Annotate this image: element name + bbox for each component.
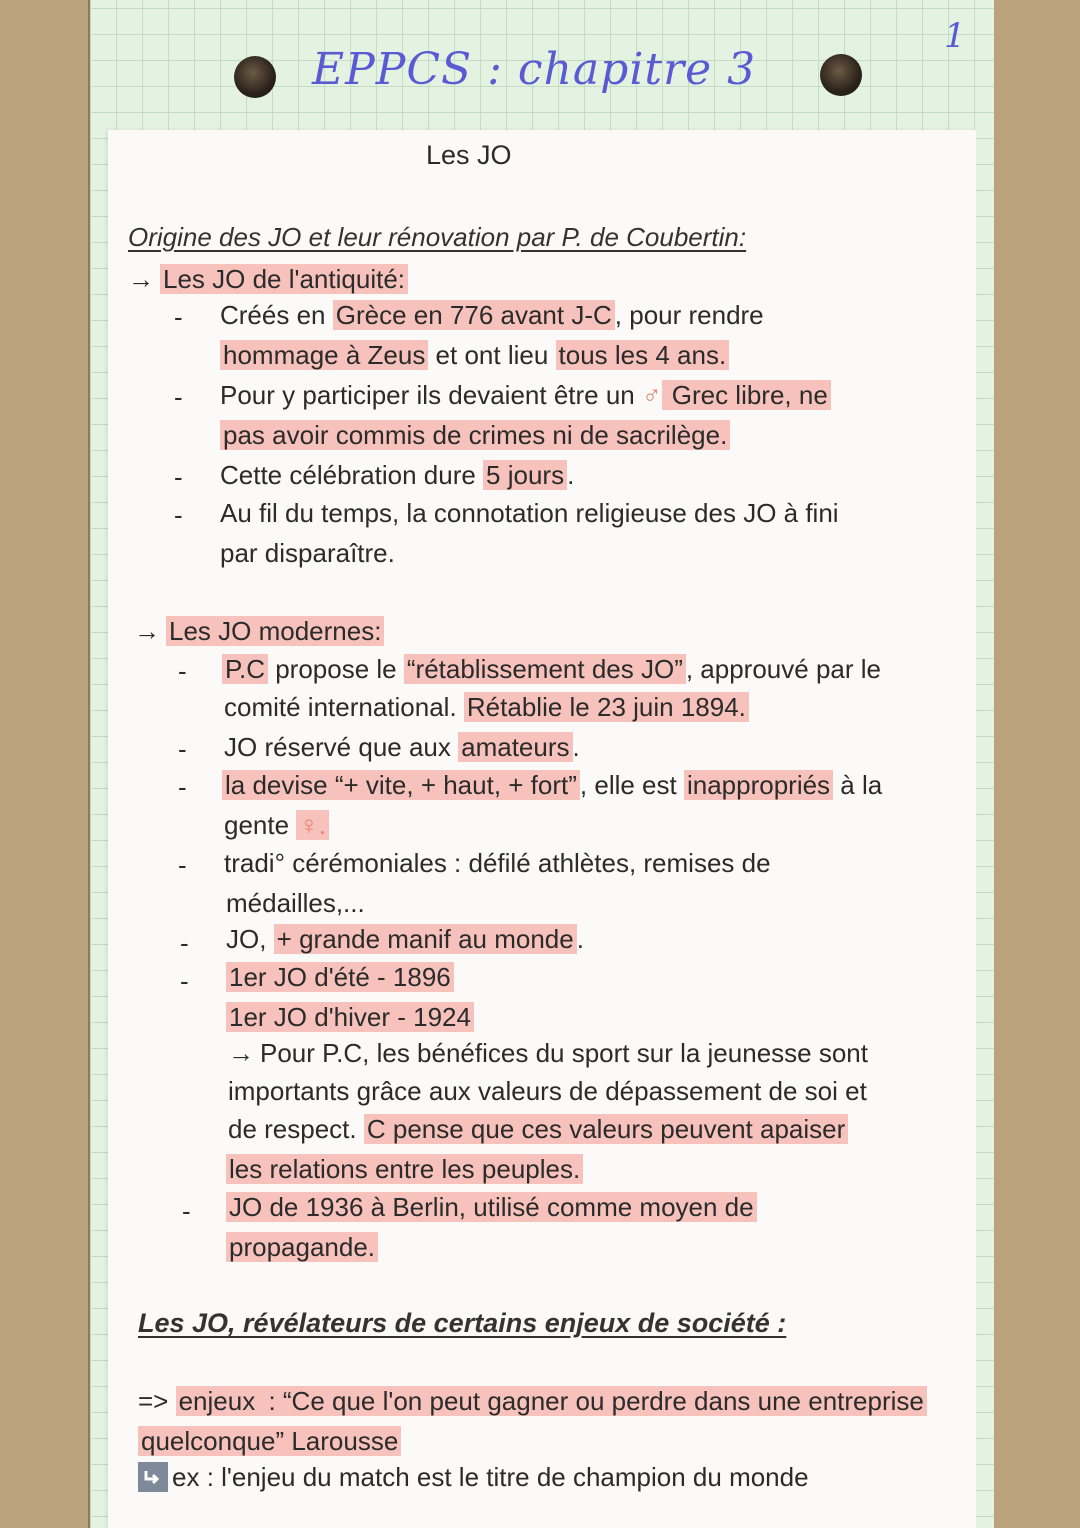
- bullet-dash: -: [178, 772, 187, 802]
- arrow-right-icon: →: [134, 616, 160, 646]
- male-symbol-icon: ♂: [642, 380, 662, 410]
- handwritten-title: EPPCS : chapitre 3: [312, 44, 757, 95]
- bullet-dash: -: [174, 302, 183, 332]
- subsection-antiquite: → Les JO de l'antiquité:: [128, 262, 408, 296]
- punch-hole-right: [820, 54, 862, 96]
- list-item: la devise “+ vite, + haut, + fort” , elle est inappropriés à la: [222, 768, 882, 802]
- bullet-dash: -: [174, 500, 183, 530]
- list-item: de respect. C pense que ces valeurs peuvent apaiser: [228, 1112, 848, 1146]
- bullet-dash: -: [178, 850, 187, 880]
- list-item: pas avoir commis de crimes ni de sacrilège.: [220, 418, 730, 452]
- bullet-dash: -: [180, 966, 189, 996]
- punch-hole-left: [234, 56, 276, 98]
- arrow-right-icon: →: [128, 264, 154, 294]
- return-arrow-icon: [138, 1462, 168, 1492]
- list-item: 1er JO d'hiver - 1924: [226, 1000, 474, 1034]
- definition-line: => enjeux : “Ce que l'on peut gagner ou perdre dans une entreprise: [138, 1384, 927, 1418]
- page-number: 1: [944, 16, 966, 56]
- list-item: P.C propose le “rétablissement des JO” , approuvé par le: [222, 652, 881, 686]
- female-symbol-icon: ♀.: [296, 810, 329, 840]
- list-item: Cette célébration dure 5 jours .: [220, 460, 575, 490]
- list-item: importants grâce aux valeurs de dépassement de soi et: [228, 1076, 867, 1106]
- list-item: Pour y participer ils devaient être un ♂ Grec libre, ne: [220, 378, 831, 412]
- bullet-dash: -: [178, 656, 187, 686]
- list-item: propagande.: [226, 1230, 378, 1264]
- bullet-dash: -: [174, 462, 183, 492]
- list-item: 1er JO d'été - 1896: [226, 960, 454, 994]
- list-item: par disparaître.: [220, 538, 395, 568]
- bullet-dash: -: [182, 1196, 191, 1226]
- arrow-right-icon: →: [228, 1038, 254, 1068]
- list-item: Créés en Grèce en 776 avant J-C , pour rendre: [220, 300, 764, 330]
- list-item: les relations entre les peuples.: [226, 1152, 583, 1186]
- subsection-modernes: → Les JO modernes:: [134, 614, 384, 648]
- list-item: JO réservé que aux amateurs .: [224, 732, 580, 762]
- list-item: médailles,...: [226, 888, 365, 918]
- bullet-dash: -: [178, 734, 187, 764]
- list-item: tradi° cérémoniales : défilé athlètes, remises de: [224, 848, 771, 878]
- list-item: gente ♀.: [224, 808, 329, 842]
- bullet-dash: -: [174, 382, 183, 412]
- page-subtitle: Les JO: [426, 140, 512, 170]
- section-heading-origine: Origine des JO et leur rénovation par P. de Coubertin:: [128, 222, 747, 252]
- list-item: Au fil du temps, la connotation religieuse des JO à fini: [220, 498, 839, 528]
- bullet-dash: -: [180, 928, 189, 958]
- example-line: ex : l'enjeu du match est le titre de champion du monde: [138, 1460, 809, 1494]
- list-item: hommage à Zeus et ont lieu tous les 4 ans.: [220, 338, 729, 372]
- list-item: → Pour P.C, les bénéfices du sport sur la jeunesse sont: [228, 1038, 868, 1068]
- definition-line: quelconque” Larousse: [138, 1424, 401, 1458]
- list-item: comité international. Rétablie le 23 juin 1894.: [224, 690, 749, 724]
- section-heading-enjeux: Les JO, révélateurs de certains enjeux de société :: [138, 1308, 787, 1338]
- list-item: JO, + grande manif au monde .: [226, 924, 584, 954]
- list-item: JO de 1936 à Berlin, utilisé comme moyen de: [226, 1190, 757, 1224]
